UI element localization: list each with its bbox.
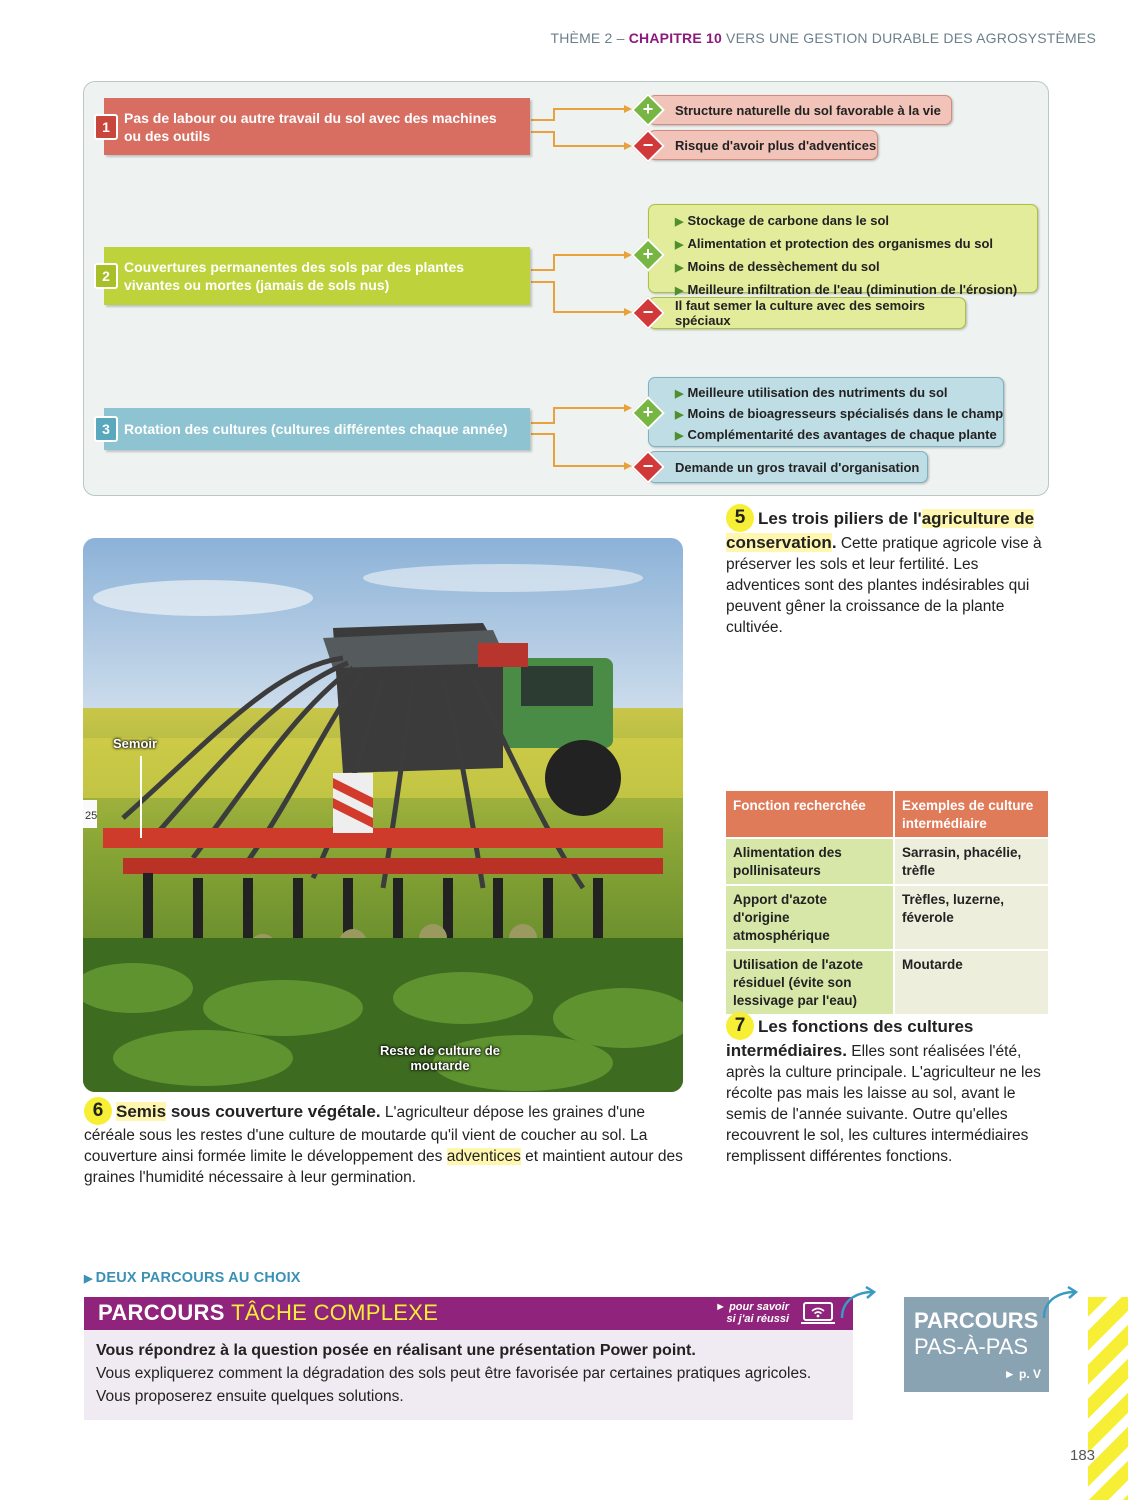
pillar-3-label: Rotation des cultures (cultures différentes chaque année): [124, 421, 508, 437]
seeder-illustration: [83, 538, 683, 1092]
minus-icon: −: [631, 129, 665, 163]
curved-arrow-icon: [1040, 1286, 1080, 1322]
pillar-2-label: Couvertures permanentes des sols par des plantes vivantes ou mortes (jamais de sols nus): [124, 259, 465, 293]
parcours-choice-heading: ▶ DEUX PARCOURS AU CHOIX: [84, 1270, 301, 1286]
table-cell: Apport d'azote d'origine atmosphérique: [726, 884, 895, 949]
decorative-stripes: [1088, 1297, 1128, 1500]
field-photo: [83, 538, 683, 1092]
table-header: Exemples de culture intermédiaire: [895, 791, 1048, 837]
doc6-text-a: L'agriculteur dépose les graines d'une céréale sous les restes d'une culture de moutarde qu'il vient de coucher au sol. La couverture ainsi formée limite le développement des: [84, 1104, 648, 1165]
pillar-2-drawback-text: Il faut semer la culture avec des semoirs spéciaux: [675, 298, 926, 328]
pillar-1-advantage: [648, 95, 952, 125]
intermediate-crops-table: [726, 791, 1048, 1014]
label-semoir: Semoir: [113, 736, 158, 751]
pillar-1-drawback-text: Risque d'avoir plus d'adventices: [675, 137, 877, 153]
task-instructions: Vous expliquerez comment la dégradation des sols peut être favorisée par certaines pratiques agricoles. Vous proposerez ensuite quelques solutions.: [96, 1365, 812, 1405]
doc6-number: 6: [84, 1097, 112, 1125]
parcours-pas-a-pas[interactable]: [904, 1297, 1049, 1392]
list-item: ▶ Alimentation et protection des organismes du sol: [675, 236, 994, 251]
label-reste-moutarde: Reste de culture de moutarde: [380, 1043, 500, 1073]
doc6-title: sous couverture végétale.: [166, 1102, 381, 1121]
pillar-3-advantages: [648, 377, 1004, 447]
pillar-1-label: Pas de labour ou autre travail du sol avec des machines ou des outils: [124, 109, 497, 144]
pillar-3-drawback-text: Demande un gros travail d'organisation: [675, 459, 920, 475]
plus-icon: +: [631, 238, 665, 272]
doc6-text-b: et maintient autour des graines l'humidité nécessaire à leur germination.: [84, 1148, 683, 1186]
doc5-number: 5: [726, 504, 754, 532]
table-cell: Sarrasin, phacélie, trèfle: [895, 837, 1048, 884]
plate-number: 25: [85, 810, 98, 822]
pillar-1-drawback: [648, 130, 878, 160]
table-cell: Alimentation des pollinisateurs: [726, 837, 895, 884]
plus-icon: +: [631, 93, 665, 127]
page-number: 183: [1070, 1447, 1096, 1464]
pillar-3-number: 3: [94, 416, 118, 442]
list-item: ▶ Stockage de carbone dans le sol: [675, 213, 890, 228]
minus-icon: −: [631, 450, 665, 484]
conservation-diagram: [83, 81, 1049, 496]
list-item: ▶ Meilleure infiltration de l'eau (diminution de l'érosion): [675, 282, 1018, 297]
triangle-icon: ▶: [84, 1273, 93, 1285]
task-question: Vous répondrez à la question posée en réalisant une présentation Power point.: [96, 1342, 696, 1359]
pap-page-link[interactable]: ► p. V: [1003, 1367, 1041, 1381]
table-cell: Moutarde: [895, 949, 1048, 1014]
running-header: [550, 30, 1096, 46]
curved-arrow-icon: [838, 1286, 878, 1322]
plus-icon: +: [631, 396, 665, 430]
list-item: ▶ Meilleure utilisation des nutriments du sol: [675, 385, 948, 400]
pap-title-2: PAS-À-PAS: [914, 1334, 1029, 1359]
pillar-2: [104, 247, 530, 305]
doc7-number: 7: [726, 1012, 754, 1040]
doc6-text-keyword: adventices: [446, 1148, 521, 1165]
self-check-link[interactable]: ► pour savoir si j'ai réussi: [715, 1301, 789, 1325]
laptop-wifi-icon[interactable]: [801, 1301, 835, 1325]
list-item: ▶ Moins de dessèchement du sol: [675, 259, 880, 274]
doc5-title-keyword: agriculture de conservation: [726, 509, 1035, 552]
header-theme: THÈME 2 –: [550, 30, 625, 46]
table-row: [726, 884, 1048, 949]
doc5-text: Cette pratique agricole vise à préserver les sols et leur fertilité. Les adventices sont des plantes indésirables qui peuvent gêner la croissance de la plante cultivée.: [726, 535, 1042, 636]
header-chapter: CHAPITRE 10: [628, 30, 722, 46]
table-header: Fonction recherchée: [726, 791, 895, 837]
task-header: [84, 1297, 853, 1330]
pillar-1: [104, 98, 530, 155]
doc6-caption: [84, 1097, 688, 1188]
pillar-3-drawback: [648, 451, 928, 483]
table-row: [726, 949, 1048, 1014]
pap-title-1: PARCOURS: [914, 1308, 1039, 1333]
pillar-2-advantages: [648, 204, 1038, 297]
doc7-caption: [726, 1012, 1051, 1167]
task-body: [96, 1339, 836, 1408]
parcours-tache-complexe: [84, 1297, 853, 1420]
doc5-title-a: Les trois piliers de l': [758, 509, 922, 528]
doc7-title: Les fonctions des cultures intermédiaires.: [726, 1017, 974, 1060]
pillar-1-number: 1: [94, 114, 118, 140]
doc6-title-keyword: Semis: [116, 1102, 167, 1121]
task-title: PARCOURS TÂCHE COMPLEXE: [98, 1300, 439, 1325]
list-item: ▶ Moins de bioagresseurs spécialisés dans le champ: [675, 406, 1004, 421]
table-row: [726, 837, 1048, 884]
list-item: ▶ Complémentarité des avantages de chaque plante: [675, 427, 997, 442]
doc7-text: Elles sont réalisées l'été, après la culture principale. L'agriculteur ne les récolte pas mais les laisse au sol, avant le semis de l'année suivante. Outre qu'elles recouvrent le sol, les cultures intermédiaires remplissent différentes fonctions.: [726, 1043, 1041, 1165]
pillar-3: [104, 408, 530, 450]
header-title: VERS UNE GESTION DURABLE DES AGROSYSTÈMES: [726, 30, 1096, 46]
pillar-1-advantage-text: Structure naturelle du sol favorable à la vie: [675, 102, 941, 118]
table-cell: Utilisation de l'azote résiduel (évite son lessivage par l'eau): [726, 949, 895, 1014]
table-cell: Trèfles, luzerne, féverole: [895, 884, 1048, 949]
pillar-2-number: 2: [94, 263, 118, 289]
pillar-2-drawback: [648, 297, 966, 329]
doc5-caption: 5 Les trois piliers de l'agriculture de conservation. Cette pratique agricole vise à préserver les sols et leur fertilité. Les adventices sont des plantes indésirables qui peuvent gêner la croissance de la plante cultivée.: [726, 504, 1051, 638]
minus-icon: −: [631, 296, 665, 330]
